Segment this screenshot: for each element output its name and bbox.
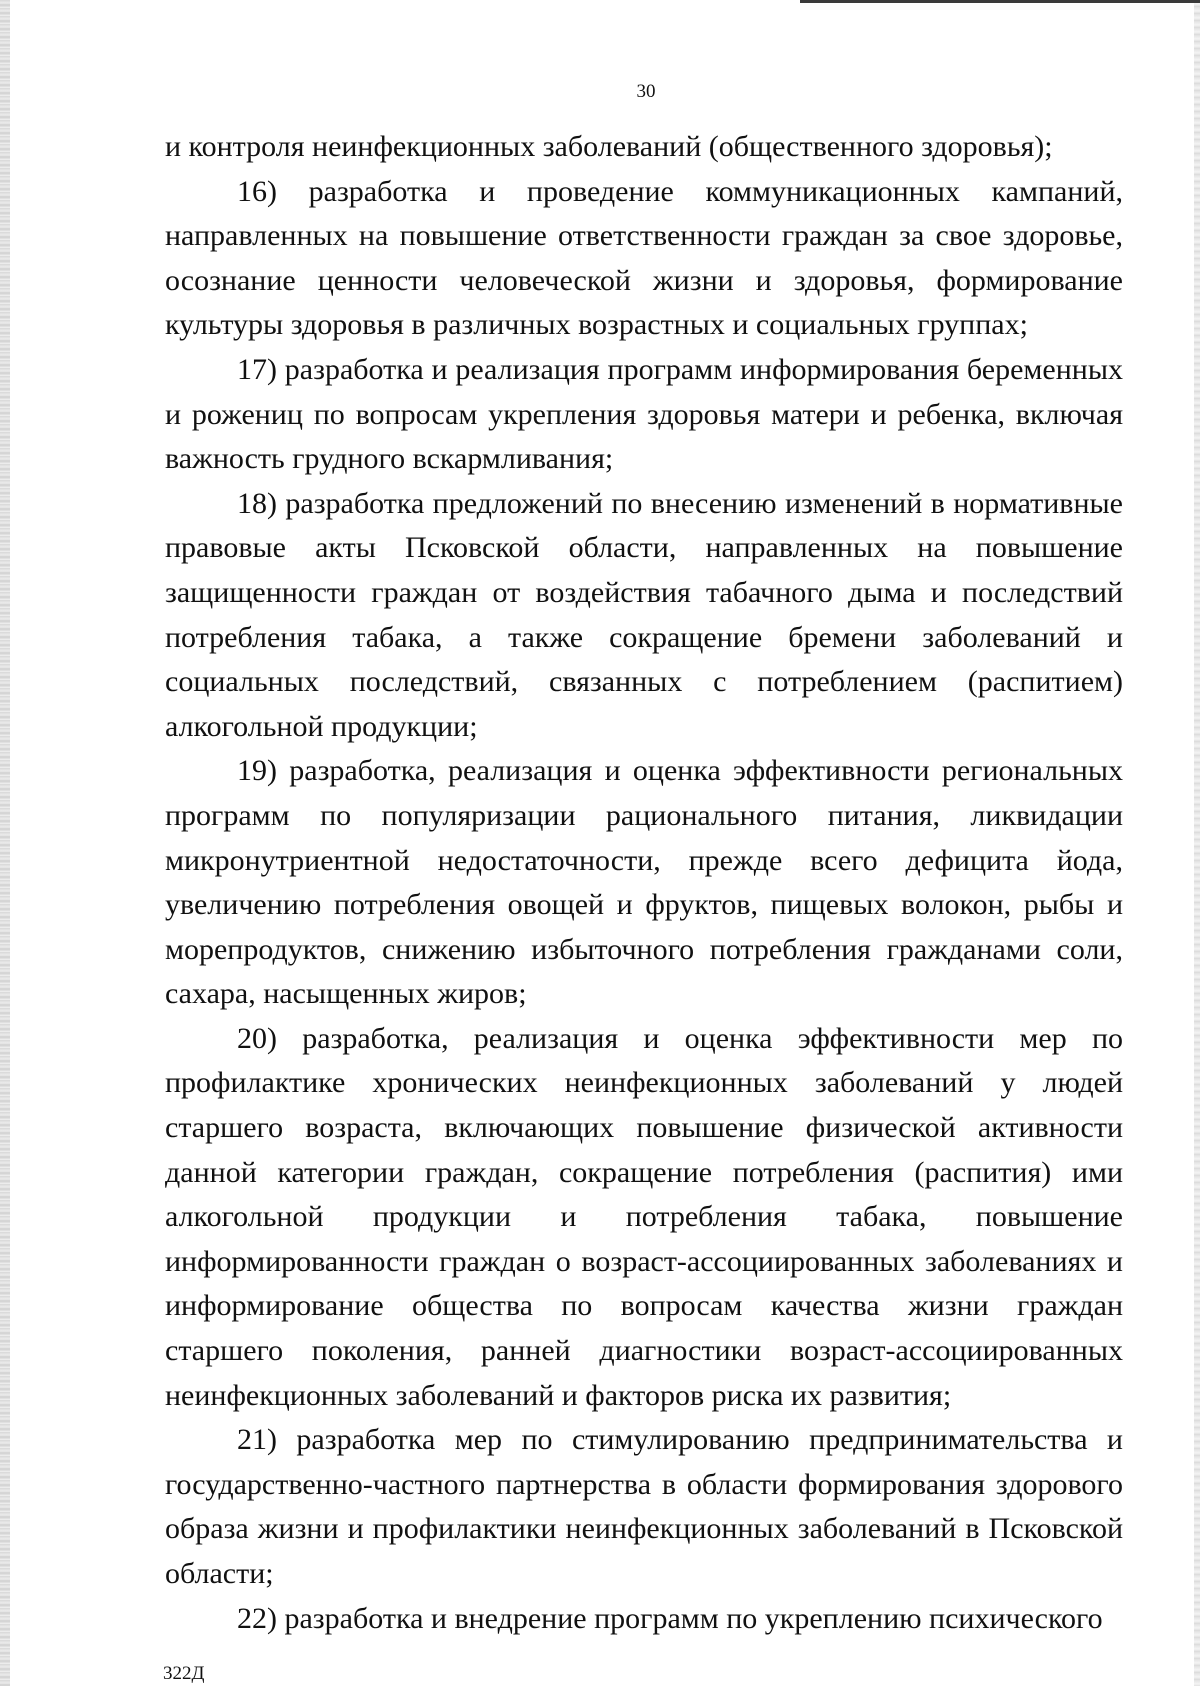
paragraph-item-18: 18) разработка предложений по внесению изменений в нормативные правовые акты Псковской области, направленных на повышение защищенности граждан от воздействия табачного дыма и последствий потребления табака, а также сокращение бремени заболеваний и социальных последствий, связанных с потреблением (распитием) алкогольной продукции; <box>165 486 1123 743</box>
paragraph-continuation: и контроля неинфекционных заболеваний (общественного здоровья); <box>165 130 1053 163</box>
scan-top-line <box>800 0 1200 3</box>
paragraph-item-22: 22) разработка и внедрение программ по укреплению психического <box>237 1601 1103 1635</box>
scan-edge-left <box>0 0 10 1686</box>
page-number: 30 <box>636 81 656 102</box>
paragraph-item-16: 16) разработка и проведение коммуникационных кампаний, направленных на повышение ответственности граждан за свое здоровье, осознание ценности человеческой жизни и здоровья, формирование культуры здоровья в различных возрастных и социальных группах; <box>165 174 1123 342</box>
scan-edge-right <box>1194 0 1200 1686</box>
document-code: 322Д <box>163 1663 205 1684</box>
paragraph-item-17: 17) разработка и реализация программ информирования беременных и рожениц по вопросам укрепления здоровья матери и ребенка, включая важность грудного вскармливания; <box>165 352 1123 476</box>
paragraph-item-19: 19) разработка, реализация и оценка эффективности региональных программ по популяризации рационального питания, ликвидации микронутриентной недостаточности, прежде всего дефицита йода, увеличению потребления овощей и фруктов, пищевых волокон, рыбы и морепродуктов, снижению избыточного потребления гражданами соли, сахара, насыщенных жиров; <box>165 754 1123 1011</box>
paragraph-item-20: 20) разработка, реализация и оценка эффективности мер по профилактике хронических неинфекционных заболеваний у людей старшего возраста, включающих повышение физической активности данной категории граждан, сокращение потребления (распития) ими алкогольной продукции и потребления табака, повышение информированности граждан о возраст-ассоциированных заболеваниях и информирование общества по вопросам качества жизни граждан старшего поколения, ранней диагностики возраст-ассоциированных неинфекционных заболеваний и факторов риска их развития; <box>165 1021 1123 1412</box>
document-body <box>165 125 1123 1641</box>
paragraph-item-21: 21) разработка мер по стимулированию предпринимательства и государственно-частного партнерства в области формирования здорового образа жизни и профилактики неинфекционных заболеваний в Псковской области; <box>165 1423 1123 1590</box>
